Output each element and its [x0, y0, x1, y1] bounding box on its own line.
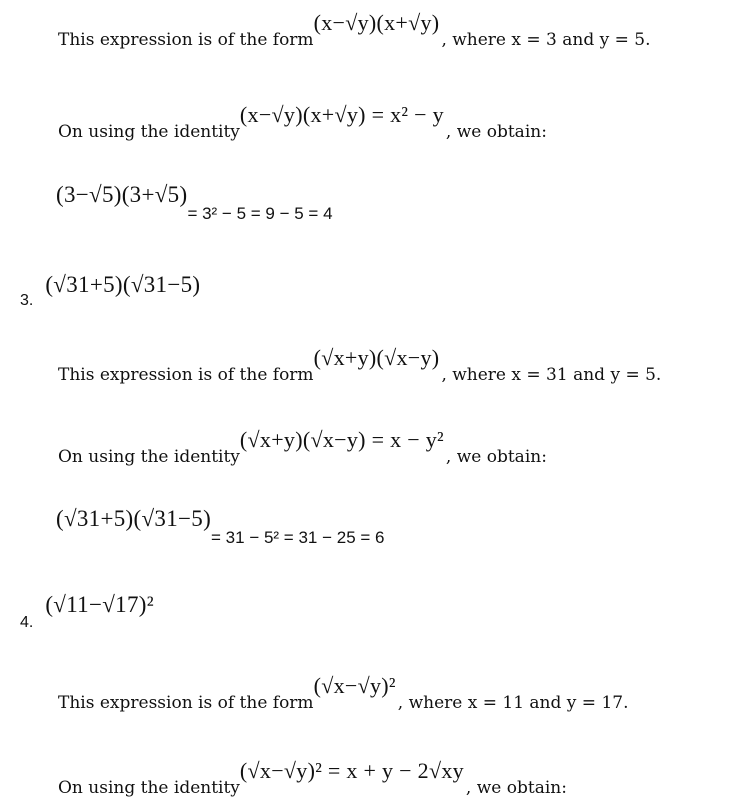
identity-intro-text: On using the identity [58, 122, 240, 142]
identity-statement-3 [58, 758, 567, 798]
form-intro-text: This expression is of the form [58, 365, 314, 385]
form-values-text: , where x = 3 and y = 5. [441, 30, 651, 50]
form-values-text: , where x = 11 and y = 17. [397, 693, 629, 713]
result-line-1 [56, 182, 333, 224]
form-statement-2 [58, 345, 662, 385]
form-statement-3 [58, 673, 629, 713]
item-number: 3. [20, 292, 34, 309]
form-expression: (√x+y)(√x−y) [313, 345, 440, 370]
identity-tail-text: , we obtain: [445, 447, 547, 467]
identity-expression: (√x−√y)² = x + y − 2√xy [239, 758, 464, 783]
item-expression: (√31+5)(√31−5) [45, 272, 201, 297]
identity-intro-text: On using the identity [58, 778, 240, 798]
result-expression: (3−√5)(3+√5) [56, 182, 188, 207]
identity-tail-text: , we obtain: [445, 122, 547, 142]
form-intro-text: This expression is of the form [58, 693, 314, 713]
item-number: 4. [20, 614, 34, 631]
form-expression: (√x−√y)² [313, 673, 396, 698]
identity-intro-text: On using the identity [58, 447, 240, 467]
result-text: = 31 − 5² = 31 − 25 = 6 [211, 528, 385, 547]
form-expression: (x−√y)(x+√y) [313, 10, 440, 35]
question-item-4 [20, 592, 154, 632]
item-expression: (√11−√17)² [45, 592, 154, 617]
form-values-text: , where x = 31 and y = 5. [441, 365, 662, 385]
identity-expression: (√x+y)(√x−y) = x − y² [239, 427, 444, 452]
question-item-3 [20, 272, 201, 310]
identity-statement-2 [58, 427, 547, 467]
form-intro-text: This expression is of the form [58, 30, 314, 50]
identity-statement-1 [58, 102, 547, 142]
form-statement-1 [58, 10, 651, 50]
result-expression: (√31+5)(√31−5) [56, 506, 212, 531]
identity-expression: (x−√y)(x+√y) = x² − y [239, 102, 444, 127]
result-text: = 3² − 5 = 9 − 5 = 4 [187, 204, 333, 223]
result-line-2 [56, 506, 385, 548]
identity-tail-text: , we obtain: [465, 778, 567, 798]
